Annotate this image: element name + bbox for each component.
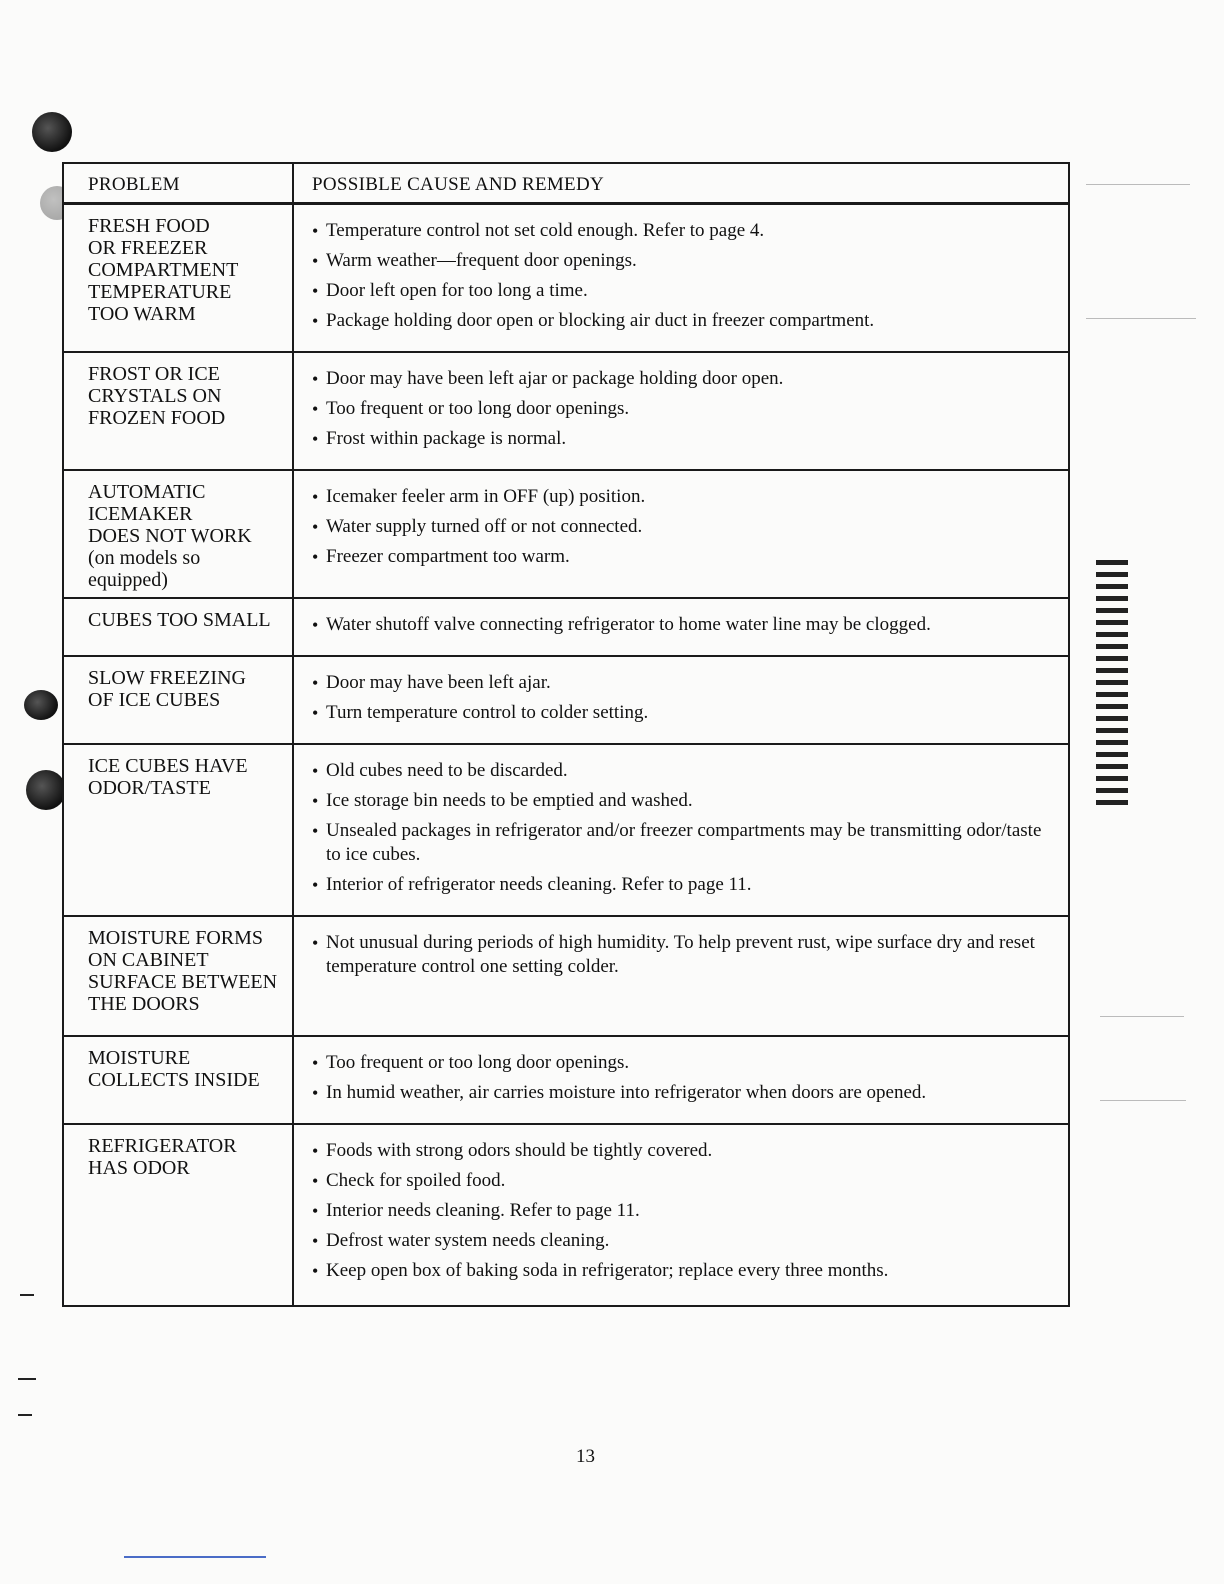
margin-registration-marks	[1096, 560, 1128, 812]
remedy-cell	[294, 205, 1068, 351]
remedy-item: • Door may have been left ajar or package holding door open.	[312, 367, 1056, 391]
remedy-item: • Old cubes need to be discarded.	[312, 759, 1056, 783]
remedy-cell	[294, 657, 1068, 743]
table-row	[64, 469, 1068, 597]
remedy-item: • Keep open box of baking soda in refrigerator; replace every three months.	[312, 1259, 1056, 1283]
margin-mark	[20, 1294, 34, 1296]
remedy-column-header: POSSIBLE CAUSE AND REMEDY	[312, 174, 605, 195]
problem-column-header: PROBLEM	[64, 164, 294, 202]
remedy-item: • Freezer compartment too warm.	[312, 545, 1056, 569]
remedy-item: • In humid weather, air carries moisture into refrigerator when doors are opened.	[312, 1081, 1056, 1105]
margin-mark	[18, 1378, 36, 1380]
table-row	[64, 915, 1068, 1035]
problem-cell: MOISTURE COLLECTS INSIDE	[64, 1037, 294, 1123]
table-body	[64, 203, 1068, 1305]
remedy-item: • Defrost water system needs cleaning.	[312, 1229, 1056, 1253]
remedy-item: • Water supply turned off or not connected.	[312, 515, 1056, 539]
problem-cell: FROST OR ICE CRYSTALS ON FROZEN FOOD	[64, 353, 294, 469]
remedy-item: • Interior needs cleaning. Refer to page 11.	[312, 1199, 1056, 1223]
problem-cell: SLOW FREEZING OF ICE CUBES	[64, 657, 294, 743]
remedy-cell	[294, 745, 1068, 915]
remedy-item: • Temperature control not set cold enough. Refer to page 4.	[312, 219, 1056, 243]
remedy-list	[312, 923, 1056, 991]
footer-rule	[124, 1556, 266, 1558]
problem-cell: MOISTURE FORMS ON CABINET SURFACE BETWEEN THE DOORS	[64, 917, 294, 1035]
remedy-list	[312, 359, 1056, 463]
remedy-cell	[294, 1037, 1068, 1123]
remedy-list	[312, 605, 1056, 649]
remedy-item: • Interior of refrigerator needs cleaning. Refer to page 11.	[312, 873, 1056, 897]
table-row	[64, 351, 1068, 469]
problem-cell: ICE CUBES HAVE ODOR/TASTE	[64, 745, 294, 915]
problem-cell: FRESH FOOD OR FREEZER COMPARTMENT TEMPERATURE TOO WARM	[64, 205, 294, 351]
remedy-item: • Foods with strong odors should be tightly covered.	[312, 1139, 1056, 1163]
remedy-cell	[294, 353, 1068, 469]
scan-artifact-line	[1100, 1016, 1184, 1017]
remedy-item: • Too frequent or too long door openings.	[312, 397, 1056, 421]
problem-cell: AUTOMATIC ICEMAKER DOES NOT WORK (on models so equipped)	[64, 471, 294, 597]
troubleshooting-table	[62, 162, 1070, 1307]
remedy-item: • Door left open for too long a time.	[312, 279, 1056, 303]
scan-artifact-line	[1086, 318, 1196, 319]
binder-hole	[24, 690, 58, 720]
remedy-item: • Door may have been left ajar.	[312, 671, 1056, 695]
remedy-cell	[294, 599, 1068, 655]
remedy-list	[312, 1043, 1056, 1117]
binder-hole	[32, 112, 72, 152]
margin-mark	[18, 1414, 32, 1416]
remedy-list	[312, 751, 1056, 909]
table-row	[64, 1035, 1068, 1123]
table-header-row	[64, 164, 1068, 203]
remedy-item: • Ice storage bin needs to be emptied and washed.	[312, 789, 1056, 813]
remedy-item: • Icemaker feeler arm in OFF (up) position.	[312, 485, 1056, 509]
remedy-cell	[294, 471, 1068, 597]
remedy-cell	[294, 1125, 1068, 1305]
remedy-item: • Warm weather—frequent door openings.	[312, 249, 1056, 273]
remedy-item: • Too frequent or too long door openings.	[312, 1051, 1056, 1075]
table-row	[64, 597, 1068, 655]
problem-cell: REFRIGERATOR HAS ODOR	[64, 1125, 294, 1305]
remedy-item: • Turn temperature control to colder setting.	[312, 701, 1056, 725]
remedy-item: • Check for spoiled food.	[312, 1169, 1056, 1193]
binder-hole	[26, 770, 66, 810]
table-row	[64, 743, 1068, 915]
problem-cell: CUBES TOO SMALL	[64, 599, 294, 655]
page-number: 13	[576, 1446, 595, 1467]
table-row	[64, 1123, 1068, 1305]
table-row	[64, 203, 1068, 351]
remedy-item: • Not unusual during periods of high humidity. To help prevent rust, wipe surface dry and reset temperature control one setting colder.	[312, 931, 1056, 979]
remedy-item: • Unsealed packages in refrigerator and/or freezer compartments may be transmitting odor/taste to ice cubes.	[312, 819, 1056, 867]
remedy-list	[312, 477, 1056, 581]
remedy-list	[312, 1131, 1056, 1295]
scan-artifact-line	[1100, 1100, 1186, 1101]
remedy-item: • Frost within package is normal.	[312, 427, 1056, 451]
remedy-list	[312, 211, 1056, 345]
table-row	[64, 655, 1068, 743]
scan-artifact-line	[1086, 184, 1190, 185]
remedy-item: • Water shutoff valve connecting refrigerator to home water line may be clogged.	[312, 613, 1056, 637]
remedy-item: • Package holding door open or blocking air duct in freezer compartment.	[312, 309, 1056, 333]
remedy-cell	[294, 917, 1068, 1035]
remedy-list	[312, 663, 1056, 737]
